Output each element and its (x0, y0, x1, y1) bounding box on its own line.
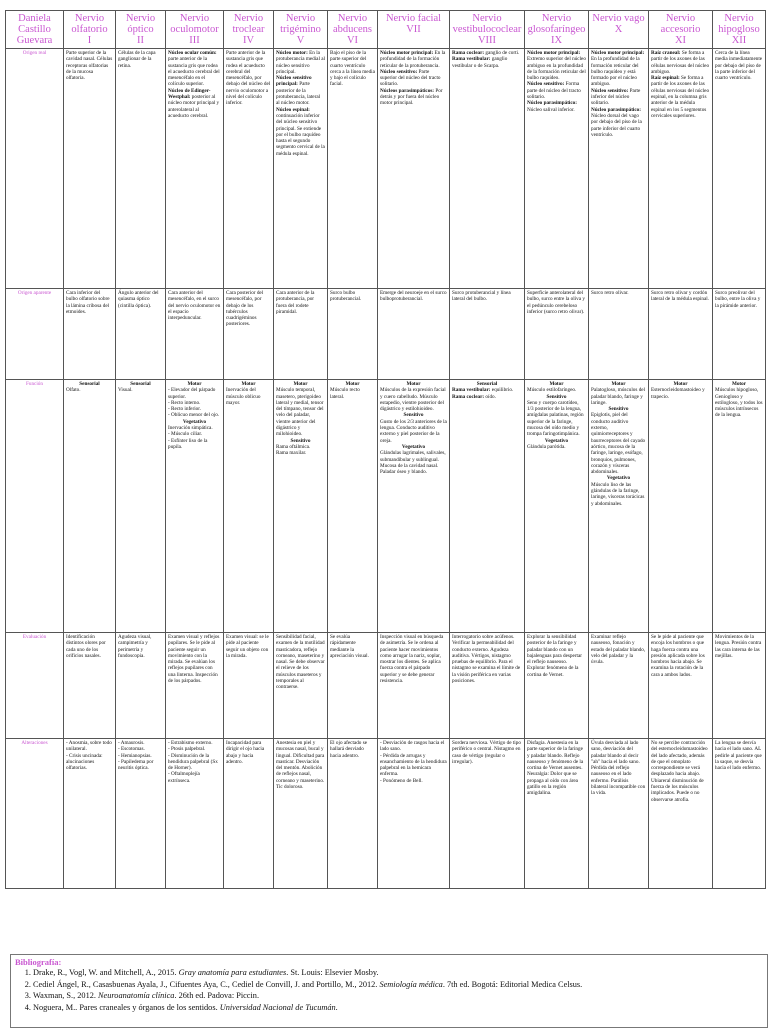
nerve-name: Nervio óptico (125, 13, 156, 35)
table-cell (713, 633, 766, 739)
cell-line: - Hemianopsias. (118, 752, 152, 759)
nerve-number: XI (674, 35, 687, 46)
table-row (6, 289, 766, 380)
cell-line: Surco bulbo protuberancial. (330, 290, 362, 303)
table-cell (224, 739, 274, 889)
table-cell (525, 380, 589, 633)
table-cell (116, 49, 166, 289)
table-body (6, 49, 766, 889)
cell-line: Cara posterior del mesencéfalo, por debajo de los tubérculos cuadrigéminos posteriores. (226, 290, 264, 328)
table-cell (713, 289, 766, 380)
nerve-number: VIII (477, 35, 497, 46)
table-cell (166, 739, 224, 889)
cell-line: Músculo liso de las glándulas de la faringe, laringe, vísceras torácicas y abdominales. (591, 481, 645, 507)
cell-line: Células de la capa ganglionar de la retina. (118, 50, 156, 69)
cell-line: El ojo afectado se hallará desviado hacia adentro. (330, 740, 368, 759)
table-row (6, 380, 766, 633)
nerve-name: Nervio trigémino (280, 13, 321, 35)
cell-line: Explorar la sensibilidad posterior de la faringe y paladar blando con un bajalenguas para despertar el reflejo nauseoso. Explorar fenómeno de la cortina de Vernet. (527, 634, 583, 678)
cell-line: - Recto inferior. (168, 406, 201, 413)
cell-subheading: Sensitivo (608, 406, 629, 413)
cell-line: Surco protuberancial y línea lateral del bulbo. (452, 290, 511, 303)
table-cell (649, 49, 713, 289)
table-cell (525, 289, 589, 380)
nerve-number: X (614, 24, 623, 35)
table-cell (450, 289, 525, 380)
cell-line: Surco retro olivar y cordón lateral de la médula espinal. (651, 290, 710, 303)
cell-line: Rama coclear: oído. (452, 393, 496, 400)
cell-subheading: Motor (611, 381, 626, 387)
table-cell (274, 739, 328, 889)
cell-line: Agudeza visual, campimetría y perimetría y fundoscopia. (118, 634, 152, 659)
cell-line: Rama vestibular: ganglio vestibular o de Scarpa. (452, 56, 508, 69)
nerve-number: VII (406, 24, 421, 35)
nerve-header (525, 11, 589, 49)
cell-line: - Oblicuo menor del ojo. (168, 412, 220, 419)
cell-line: Rama oftálmica. (276, 443, 311, 450)
cell-line: Sordera nerviosa. Vértigo de tipo periférico o central. Nistagmo en caso de vértigo (regular o irregular). (452, 740, 521, 765)
table-cell (525, 633, 589, 739)
cell-line: Superficie anterolateral del bulbo, surco entre la oliva y el pedúnculo cerebeloso inferior (surco retro olivar). (527, 290, 585, 315)
cell-line: Músculos hipogloso, Geniogloso y estilogloso, y todos los músculos intrínsecos de la lengua. (715, 387, 763, 419)
table-cell (64, 49, 116, 289)
cell-line: Emerge del neuroeje en el surco bulboprotuberancial. (380, 290, 447, 303)
nerve-table-page (5, 10, 765, 1012)
cell-line: Úvula desviada al lado sano, desviación del paladar blando al decir "ah" hacia el lado sano. Pérdida del reflejo nauseoso en el lado enfermo. Parálisis bilateral incompatible con la vida. (591, 740, 646, 797)
cell-line: Núcleo parasimpático: Núcleo salival inferior. (527, 100, 577, 113)
nerve-header (713, 11, 766, 49)
table-cell (64, 380, 116, 633)
cell-line: No se percibe contracción del esternocleidomastoideo del lado afectado, además de que el omoplato correspondiente se verá desplazado hacia abajo. Ubiareral disminución de fuerza de los músculos implicados. Puede o no observarse atrofia. (651, 740, 708, 803)
row-label: Origen real (6, 49, 64, 289)
cell-line: Núcleo sensitivo: Forma parte del núcleo del tracto solitario. (527, 81, 581, 101)
nerve-name: Nervio accesorio (660, 13, 701, 35)
author-first: Daniela (18, 13, 51, 24)
row-label: Función (6, 380, 64, 633)
cell-subheading: Motor (731, 381, 747, 387)
table-cell (589, 49, 649, 289)
table-cell (589, 380, 649, 633)
nerve-header (166, 11, 224, 49)
nerve-header (116, 11, 166, 49)
cell-line: Inervación del músculo oblicuo mayor. (226, 387, 261, 406)
table-cell (713, 380, 766, 633)
cell-line: Sensibilidad facial, examen de la motilidad masticadora, reflejo corneano, maseterino y nasal. Se debe observar el relieve de los músculos maseteros y temporales al contraerse. (276, 634, 325, 691)
author-last2: Guevara (16, 35, 53, 46)
nerve-name: Nervio vago (592, 13, 645, 24)
author-name (6, 11, 64, 49)
table-cell (713, 739, 766, 889)
table-cell (328, 633, 378, 739)
table-cell (166, 633, 224, 739)
cell-line: - Esfínter liso de la pupila. (168, 437, 208, 450)
table-cell (450, 633, 525, 739)
cell-line: Seno y cuerpo carotídeo, 1/3 posterior de la lengua, amígdalas palatinas, región superior de la faringe, mucosa del oído medio y trompa faringotimpánica. (527, 399, 584, 438)
table-cell (116, 289, 166, 380)
nerve-number: VI (346, 35, 359, 46)
cell-subheading: Vegetativo (544, 437, 569, 444)
table-cell (224, 289, 274, 380)
table-row (6, 633, 766, 739)
cell-line: - Músculo ciliar. (168, 431, 203, 438)
table-cell (589, 289, 649, 380)
nerve-header (328, 11, 378, 49)
cell-line: Se evalúa rápidamente mediante la apreciación visual. (330, 634, 369, 659)
table-cell (166, 380, 224, 633)
table-cell (166, 49, 224, 289)
row-label: Origen aparente (6, 289, 64, 380)
nerve-number: II (137, 35, 144, 46)
nerve-name: Nervio hipogloso (718, 13, 760, 35)
cell-line: Examen visual: se le pide al paciente seguir un objeto con la mirada. (226, 634, 269, 659)
table-cell (64, 739, 116, 889)
table-cell (450, 380, 525, 633)
cell-line: Núcleo sensitivo: Parte inferior del núcleo solitario. (591, 87, 641, 107)
cell-line: - Escotomas. (118, 746, 145, 753)
nerve-name: Nervio facial (385, 13, 442, 24)
table-cell (274, 633, 328, 739)
cell-subheading: Vegetativo (401, 443, 426, 450)
cell-line: Raíz craneal: Se forma a partir de los axones de las células nerviosas del núcleo ambiguo. (651, 50, 710, 75)
table-cell (378, 739, 450, 889)
cell-line: Núcleo parasimpático: Núcleo dorsal del vago por debajo del piso de la parte inferior del cuarto ventrículo. (591, 106, 642, 138)
nerve-header (450, 11, 525, 49)
table-cell (328, 739, 378, 889)
cell-line: Núcleo sensitivo principal: Parte posterior de la protuberancia, lateral al núcleo motor. (276, 75, 321, 107)
cell-line: Cerca de la línea media inmediatamente por debajo del piso de la parte inferior del cuarto ventrículo. (715, 50, 763, 82)
nerve-name: Nervio vestibulococlear (452, 13, 522, 35)
cell-line: Cara inferior del bulbo olfatorio sobre la lámina cribosa del etmoides. (66, 290, 110, 315)
cell-line: Incapacidad para dirigir el ojo hacia abajo y hacia adentro. (226, 740, 265, 765)
nerve-name: Nervio troclear (232, 13, 265, 35)
cell-subheading: Sensorial (130, 381, 151, 387)
cell-subheading: Sensorial (79, 381, 100, 387)
cell-subheading: Sensitivo (403, 412, 424, 419)
cell-line: Movimientos de la lengua. Presión contra las cara interna de las mejillas. (715, 634, 762, 659)
table-cell (649, 289, 713, 380)
table-cell (274, 380, 328, 633)
cell-subheading: Motor (187, 381, 202, 387)
cell-line: Glándula parótida. (527, 443, 566, 450)
cell-line: - Disminución de la hendidura palpebral (Sx de Horner). (168, 752, 218, 772)
bibliography-list (15, 967, 763, 1013)
table-cell (116, 739, 166, 889)
cell-line: Parte superior de la cavidad nasal. Células receptoras olfatorias de la mucosa olfatoria. (66, 50, 113, 82)
cell-line: - Ponómeno de Bell. (380, 777, 423, 784)
table-row (6, 49, 766, 289)
cell-line: Músculos de la expresión facial y cuero cabelludo. Músculo estapedio, vientre posterior del digástrico y estilohioideo. (380, 387, 446, 413)
cell-subheading: Motor (406, 381, 421, 387)
cell-line: - Pérdida de arrugas y ensanchamiento de la hendidura palpebral en la hemicara enferma. (380, 752, 447, 778)
cell-subheading: Motor (549, 381, 564, 387)
table-cell (525, 739, 589, 889)
nerve-number: XII (731, 35, 747, 46)
table-cell (450, 49, 525, 289)
cell-line: Identificación distintos olores por cada uno de los orificios nasales. (66, 634, 106, 659)
cell-subheading: Sensitivo (290, 437, 311, 444)
table-cell (378, 289, 450, 380)
cell-line: Núcleo ocular común: parte anterior de la sustancia gris que rodea el acueducto cerebral del mesencéfalo en el colículo superior. (168, 50, 220, 88)
cell-subheading: Vegetativo (606, 475, 631, 482)
cell-line: Glándulas lagrimales, salivales, submandibular y sublingual. Mucosa de la cavidad nasal. Paladar óseo y blando. (380, 450, 446, 476)
header-row (6, 11, 766, 49)
cell-line: Rama coclear: ganglio de corti. (452, 50, 520, 56)
bibliography-entry: 4. Noguera, M.. Pares craneales y órganos de los sentidos. Universidad Nacional de Tucumán. (33, 1002, 763, 1014)
cell-line: - Elevador del párpado superior. (168, 387, 216, 400)
cell-line: Núcleo de Edinger-Westphal: posterior al núcleo motor principal y anterolateral al acueducto cerebral. (168, 87, 220, 119)
cell-line: Músculo recto lateral. (330, 387, 360, 400)
bibliography-entry: 1. Drake, R., Vogl, W. and Mitchell, A., 2015. Gray anatomía para estudiantes. St. Louis: Elsevier Mosby. (33, 967, 763, 979)
cell-subheading: Motor (673, 381, 688, 387)
table-cell (166, 289, 224, 380)
nerve-header (274, 11, 328, 49)
cell-line: Parte anterior de la sustancia gris que rodea el acueducto cerebral del mesencéfalo, por debajo del núcleo del nervio oculomotor a nivel del colículo inferior. (226, 50, 271, 107)
table-cell (378, 380, 450, 633)
cell-line: Ángulo anterior del quiasma óptico (cintilla óptica). (118, 290, 159, 309)
table-cell (713, 49, 766, 289)
table-cell (378, 49, 450, 289)
cell-line: Epiglotis, piel del conducto auditivo externo, quimiorreceptores y baurreceptores del cayado aórtico, mucosa de la faringe, laringe, esófago, bronquios, pulmones, corazón y vísceras abdominales. (591, 412, 646, 476)
row-label: Evaluación (6, 633, 64, 739)
cranial-nerves-table (5, 10, 766, 889)
nerve-header (589, 11, 649, 49)
cell-line: Rama vestibular: equilibrio. (452, 387, 514, 394)
table-cell (274, 49, 328, 289)
table-cell (378, 633, 450, 739)
cell-subheading: Motor (345, 381, 360, 387)
cell-subheading: Motor (241, 381, 256, 387)
cell-line: Disfagia. Anestesia en la parte superior de la faringe y paladar blando. Reflejo nauseoso y fenómeno de la cortina de Vernet ausentes. Neuralgia: Dolor que se propaga al oído con área gatillo en la región amigdalina. (527, 740, 584, 797)
cell-line: Núcleo motor principal: En la profundidad de la formación reticular de la protuberancia. (380, 50, 446, 69)
cell-line: Cara anterior del mesencéfalo, en el surco del nervio oculomotor en el espacio interpeduncular. (168, 290, 221, 322)
nerve-header (378, 11, 450, 49)
bibliography-entry: 2. Cediel Ángel, R., Casasbuenas Ayala, J., Cifuentes Aya, C., Cediel de Convill, J. and Portillo, M., 2012. Semiología médica. 7th ed. Bogotá: Editorial Medica Celsus. (33, 979, 763, 991)
table-cell (274, 289, 328, 380)
table-cell (328, 49, 378, 289)
cell-line: Surco retro olivar. (591, 290, 629, 296)
cell-line: - Papiledema por neuritis óptica. (118, 758, 154, 772)
nerve-header (649, 11, 713, 49)
cell-subheading: Vegetativo (182, 418, 207, 425)
table-cell (649, 633, 713, 739)
cell-line: Núcleo sensitivo: Parte superior del núcleo del tracto solitario. (380, 68, 441, 88)
cell-line: - Amaurosis. (118, 740, 145, 746)
cell-subheading: Sensitivo (546, 393, 567, 400)
table-cell (649, 380, 713, 633)
cell-line: Esternocleidomastoideo y trapecio. (651, 387, 705, 400)
author-last1: Castillo (18, 24, 51, 35)
cell-line: - Anosmia, sobre todo unilateral. (66, 740, 112, 753)
table-cell (328, 380, 378, 633)
cell-line: Se le pide al paciente que encoja los hombros o que haga fuerza contra una presión aplicada sobre los hombros hacia abajo. Se examina la rotación de la cara a ambos lados. (651, 634, 705, 678)
nerve-header (224, 11, 274, 49)
cell-line: Rama maxilar. (276, 450, 307, 457)
table-cell (224, 49, 274, 289)
table-cell (328, 289, 378, 380)
bibliography-box (10, 954, 768, 1028)
cell-line: - Estrabismo externo. (168, 740, 213, 746)
cell-line: Examinar reflejo nauseoso, fonación y estado del paladar blando, velo del paladar y la úvula. (591, 634, 646, 666)
cell-line: Cara anterior de la protuberancia, por fuera del rodete piramidal. (276, 290, 315, 315)
table-row (6, 739, 766, 889)
nerve-number: V (296, 35, 305, 46)
cell-subheading: Motor (293, 381, 308, 387)
cell-line: Inspección visual en búsqueda de asimetría. Se le ordena al paciente hacer movimientos como arrugar la nariz, soplar, mostrar los dientes. Se aplica fuerza contra el párpado superior y se debe generar resistencia. (380, 634, 444, 685)
cell-line: Raíz espinal: Se forma a partir de los axones de las células nerviosas del núcleo espinal, en la columna gris anterior de la médula espinal en los 5 segmentos cervicales superiores. (651, 75, 710, 119)
cell-line: Inervación simpática. (168, 425, 213, 432)
cell-line: Núcleo motor principal: En la profundidad de la formación reticular del bulbo raquídeo y está formado por el núcleo ambiguo. (591, 50, 645, 88)
nerve-number: III (189, 35, 200, 46)
nerve-number: IX (550, 35, 563, 46)
table-cell (116, 380, 166, 633)
table-cell (224, 633, 274, 739)
cell-line: Núcleos parasimpáticos: Por detrás y por fuera del núcleo motor principal. (380, 87, 443, 107)
table-cell (64, 289, 116, 380)
table-cell (450, 739, 525, 889)
cell-line: - Crisis uncinada: alucinaciones olfatorias. (66, 752, 103, 772)
cell-line: Examen visual y reflejos pupilares. Se le pide al paciente seguir un movimiento con la mirada. Se evalúan los reflejos pupilares con una linterna. Inspección de los párpados. (168, 634, 220, 685)
row-label: Alteraciones (6, 739, 64, 889)
cell-line: Bajo el piso de la parte superior del cuarto ventrículo cerca a la línea media y bajo el colículo facial. (330, 50, 375, 88)
nerve-header (64, 11, 116, 49)
table-cell (116, 633, 166, 739)
table-cell (224, 380, 274, 633)
cell-subheading: Sensorial (476, 381, 498, 387)
table-cell (589, 739, 649, 889)
cell-line: - Recto interno. (168, 399, 201, 406)
nerve-number: IV (242, 35, 255, 46)
table-cell (525, 49, 589, 289)
cell-line: Interrogatorio sobre acúfenos. Verificar la permeabilidad del conducto externo. Agudeza auditiva. Vértigos, nistagmo pruebas de equilibrio. Para el nistagmo se examina el límite de la visión periférica en varias posiciones. (452, 634, 521, 685)
cell-line: - Ptosis palpebral. (168, 746, 206, 753)
cell-line: Gusto de los 2/3 anteriores de la lengua. Conducto auditivo externo y piel posterior de la oreja. (380, 418, 447, 444)
cell-line: Músculo temporal, masetero, pterigoideo lateral y medial, tensor del tímpano, tensor del velo del paladar, vientre anterior del digástrico y milohioideo. (276, 387, 324, 438)
nerve-name: Nervio abducens (332, 13, 373, 35)
cell-line: Núcleo espinal: continuación inferior del núcleo sensitivo principal. Se extiende por el bulbo raquídeo hasta el segundo segmento cervical de la médula espinal. (276, 106, 325, 157)
nerve-name: Nervio oculomotor (170, 13, 219, 35)
cell-line: Núcleo motor: En la protuberancia medial al núcleo sensitivo principal. (276, 50, 325, 75)
table-cell (64, 633, 116, 739)
cell-line: - Desviación de rasgos hacia el lado sano. (380, 740, 445, 753)
cell-line: - Oftalmoplejía extrínseca. (168, 771, 200, 784)
bibliography-title: Bibliografía: (15, 957, 62, 967)
cell-line: Núcleo motor principal: Extremo superior del núcleo ambiguo en la profundidad de la formación reticular del bulbo raquídeo. (527, 50, 586, 82)
nerve-name: Nervio glosofaríngeo (527, 13, 586, 35)
nerve-number: I (87, 35, 92, 46)
cell-line: Surco preolivar del bulbo, entre la oliva y la pirámide anterior. (715, 290, 761, 309)
cell-line: Palatogloso, músculos del paladar blando, faringe y laringe. (591, 387, 646, 406)
table-cell (649, 739, 713, 889)
table-cell (589, 633, 649, 739)
bibliography-entry: 3. Waxman, S., 2012. Neuroanatomía clínica. 26th ed. Padova: Piccin. (33, 990, 763, 1002)
cell-line: La lengua se desvía hacia el lado sano. AL pedirle al paciente que la saque, se desvía hacia el lado enfermo. (715, 740, 762, 772)
cell-line: Visual. (118, 387, 133, 394)
cell-line: Olfato. (66, 387, 81, 394)
nerve-name: Nervio olfatorio (71, 13, 108, 35)
cell-line: Anestesia en piel y mucosas nasal, bucal y lingual. Dificultad para masticar. Desviación del mentón. Abolición de reflejos nasal, corneano y maseterino. Tic doloroso. (276, 740, 325, 791)
cell-line: Músculo estilofaríngeo. (527, 387, 577, 394)
